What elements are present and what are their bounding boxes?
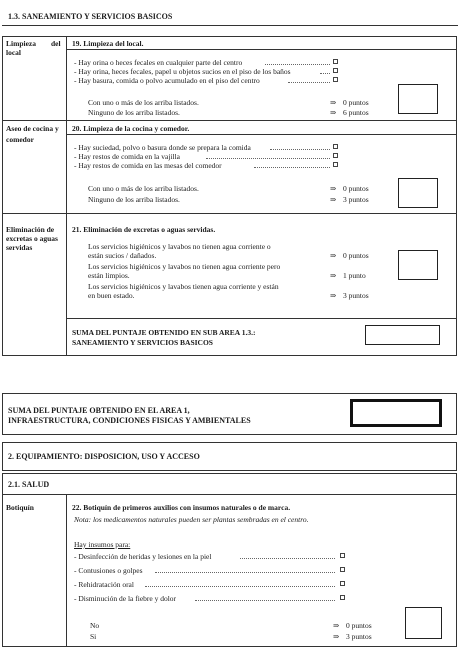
subtotal-score-box[interactable] bbox=[365, 325, 440, 345]
leader-dots bbox=[320, 73, 330, 74]
row-label: Eliminación de bbox=[6, 225, 55, 234]
score-text: No bbox=[90, 621, 100, 630]
score-points: 6 puntos bbox=[343, 108, 369, 117]
row-divider bbox=[2, 213, 457, 214]
arrow-icon: ⇒ bbox=[330, 251, 337, 260]
column-divider bbox=[66, 494, 67, 647]
leader-dots bbox=[145, 586, 335, 587]
area1-sum-label: INFRAESTRUCTURA, CONDICIONES FISICAS Y AMBIENTALES bbox=[8, 416, 251, 425]
row-divider bbox=[2, 494, 457, 495]
checkbox[interactable] bbox=[333, 162, 338, 167]
arrow-icon: ⇒ bbox=[333, 621, 340, 630]
criterion-line: - Hay orina o heces fecales en cualquier parte del centro bbox=[74, 58, 243, 67]
score-text: Si bbox=[90, 632, 97, 641]
arrow-icon: ⇒ bbox=[330, 98, 337, 107]
row-divider bbox=[66, 318, 457, 319]
row-divider bbox=[2, 120, 457, 121]
item-title: 20. Limpieza de la cocina y comedor. bbox=[72, 124, 190, 133]
criterion-line: - Hay orina, heces fecales, papel u objetos sucios en el piso de los baños bbox=[74, 67, 291, 76]
arrow-icon: ⇒ bbox=[330, 271, 337, 280]
score-text: Los servicios higiénicos y lavabos no tienen agua corriente pero bbox=[88, 262, 281, 271]
checkbox[interactable] bbox=[333, 77, 338, 82]
item-title: 19. Limpieza del local. bbox=[72, 39, 144, 48]
checkbox[interactable] bbox=[333, 68, 338, 73]
score-box[interactable] bbox=[398, 84, 438, 114]
criterion-line: - Hay basura, comida o polvo acumulado en el piso del centro bbox=[74, 76, 260, 85]
score-points: 3 puntos bbox=[346, 632, 372, 641]
score-text: están limpios. bbox=[88, 271, 130, 280]
row-label: local bbox=[6, 48, 21, 57]
row-label: servidas bbox=[6, 243, 33, 252]
arrow-icon: ⇒ bbox=[333, 632, 340, 641]
checkbox[interactable] bbox=[340, 595, 345, 600]
score-text: Con uno o más de los arriba listados. bbox=[88, 184, 199, 193]
arrow-icon: ⇒ bbox=[330, 184, 337, 193]
score-box[interactable] bbox=[405, 607, 442, 639]
checkbox[interactable] bbox=[340, 553, 345, 558]
row-label: comedor bbox=[6, 135, 34, 144]
arrow-icon: ⇒ bbox=[330, 195, 337, 204]
area1-sum-label: SUMA DEL PUNTAJE OBTENIDO EN EL AREA 1, bbox=[8, 406, 190, 415]
health-panel bbox=[2, 473, 457, 647]
score-text: Ninguno de los arriba listados. bbox=[88, 108, 180, 117]
leader-dots bbox=[270, 149, 330, 150]
score-points: 3 puntos bbox=[343, 291, 369, 300]
row-label: excretas o aguas bbox=[6, 234, 58, 243]
leader-dots bbox=[254, 167, 330, 168]
row-label: Botiquín bbox=[6, 503, 34, 512]
score-box[interactable] bbox=[398, 178, 438, 208]
item-title: 21. Eliminación de excretas o aguas servidas. bbox=[72, 225, 216, 234]
section-2-title: 2. EQUIPAMIENTO: DISPOSICION, USO Y ACCESO bbox=[8, 452, 200, 461]
criterion-line: - Rehidratación oral bbox=[74, 580, 134, 589]
criterion-line: - Disminución de la fiebre y dolor bbox=[74, 594, 177, 603]
area1-score-box[interactable] bbox=[350, 399, 442, 427]
subtotal-label: SANEAMIENTO Y SERVICIOS BASICOS bbox=[72, 338, 213, 347]
arrow-icon: ⇒ bbox=[330, 108, 337, 117]
criterion-line: - Desinfección de heridas y lesiones en la piel bbox=[74, 552, 212, 561]
leader-dots bbox=[155, 572, 335, 573]
checkbox[interactable] bbox=[333, 153, 338, 158]
item-title: 22. Botiquín de primeros auxilios con insumos naturales o de marca. bbox=[72, 503, 291, 512]
criterion-line: - Contusiones o golpes bbox=[74, 566, 143, 575]
leader-dots bbox=[240, 558, 335, 559]
score-points: 0 puntos bbox=[343, 184, 369, 193]
score-text: están sucios / dañados. bbox=[88, 251, 157, 260]
row-label: Limpieza del bbox=[6, 39, 61, 48]
intro-text: Hay insumos para: bbox=[74, 540, 131, 549]
note-text: Nota: los medicamentos naturales pueden ser plantas sembradas en el centro. bbox=[74, 515, 309, 524]
criterion-line: - Hay suciedad, polvo o basura donde se prepara la comida bbox=[74, 143, 251, 152]
checkbox[interactable] bbox=[333, 144, 338, 149]
score-points: 0 puntos bbox=[343, 251, 369, 260]
criterion-line: - Hay restos de comida en las mesas del comedor bbox=[74, 161, 222, 170]
divider bbox=[2, 25, 458, 26]
score-text: en buen estado. bbox=[88, 291, 135, 300]
score-text: Los servicios higiénicos y lavabos no tienen agua corriente o bbox=[88, 242, 271, 251]
item-title-rule bbox=[66, 134, 457, 135]
leader-dots bbox=[195, 600, 335, 601]
score-points: 3 puntos bbox=[343, 195, 369, 204]
item-title-rule bbox=[66, 49, 457, 50]
arrow-icon: ⇒ bbox=[330, 291, 337, 300]
score-points: 0 puntos bbox=[343, 98, 369, 107]
checkbox[interactable] bbox=[333, 59, 338, 64]
column-divider bbox=[66, 36, 67, 356]
score-text: Los servicios higiénicos y lavabos tienen agua corriente y están bbox=[88, 282, 279, 291]
score-box[interactable] bbox=[398, 250, 438, 280]
section-1-3-title: 1.3. SANEAMIENTO Y SERVICIOS BASICOS bbox=[8, 12, 173, 21]
section-2-1-title: 2.1. SALUD bbox=[8, 480, 50, 489]
checkbox[interactable] bbox=[340, 567, 345, 572]
score-text: Con uno o más de los arriba listados. bbox=[88, 98, 199, 107]
score-points: 1 punto bbox=[343, 271, 366, 280]
row-label: Aseo de cocina y bbox=[6, 124, 59, 133]
leader-dots bbox=[206, 158, 330, 159]
score-points: 0 puntos bbox=[346, 621, 372, 630]
leader-dots bbox=[288, 82, 330, 83]
criterion-line: - Hay restos de comida en la vajilla bbox=[74, 152, 181, 161]
checkbox[interactable] bbox=[340, 581, 345, 586]
leader-dots bbox=[265, 64, 330, 65]
subtotal-label: SUMA DEL PUNTAJE OBTENIDO EN SUB AREA 1.3.: bbox=[72, 328, 256, 337]
score-text: Ninguno de los arriba listados. bbox=[88, 195, 180, 204]
